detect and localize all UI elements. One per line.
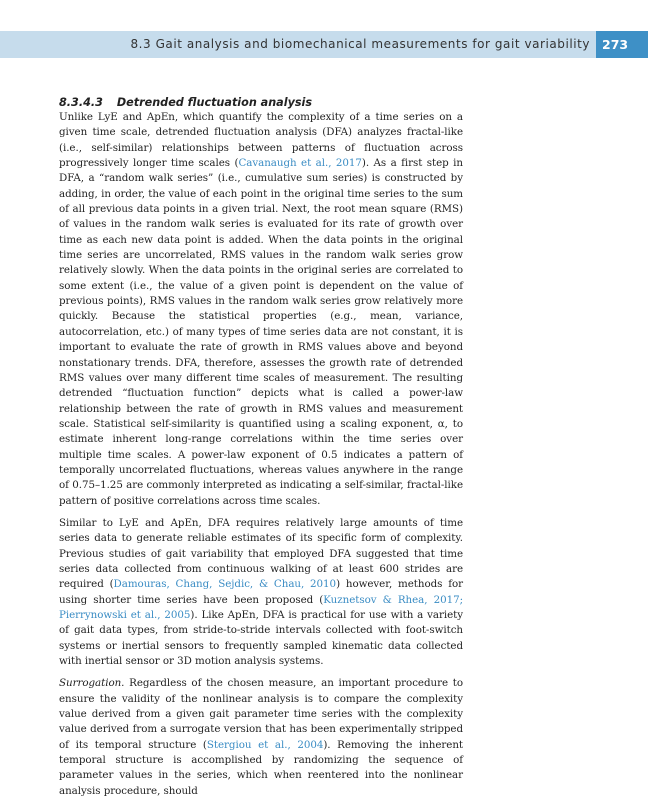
section-number: 8.3.4.3 [59,96,103,109]
citation-link[interactable]: Cavanaugh et al., 2017 [238,157,362,170]
paragraph-dfa-data-requirements [59,516,463,669]
paragraph-dfa-intro [59,110,463,509]
paragraph-text: ). Like ApEn, DFA is practical for use with a variety of gait data types, from stride-to-stride intervals collected with foot-switch systems or inertial sensors to frequently sampled kinematic data collected with inertial sensor or 3D motion analysis systems. [59,609,463,668]
paragraph-text: ) however, methods for using shorter time series have been proposed ( [59,578,463,606]
paragraph-text: Regardless of the chosen measure, an important procedure to ensure the validity of the nonlinear analysis is to compare the complexity value derived from a given gait parameter time series with the complexity value derived from a surrogate version that has been experimentally stripped of its temporal structure ( [59,677,463,751]
paragraph-text: ). As a first step in DFA, a “random walk series” (i.e., cumulative sum series) is constructed by adding, in order, the value of each point in the original time series to the sum of all previous data points in a given trial. Next, the root mean square (RMS) of values in the random walk series is evaluated for its rate of growth over time as each new data point is added. When the data points in the original time series are uncorrelated, RMS values in the random walk series grow relatively slowly. When the data points in the original series are correlated to some extent (i.e., the value of a given point is dependent on the value of previous points), RMS values in the random walk series grow relatively more quickly. Because the statistical properties (e.g., mean, variance, autocorrelation, etc.) of many types of time series data are not constant, it is important to evaluate the rate of growth in RMS values above and beyond nonstationary trends. DFA, therefore, assesses the growth rate of detrended RMS values over many different time scales of measurement. The resulting detrended “fluctuation function” depicts what is called a power-law relationship between the rate of growth in RMS values and measurement scale. Statistical self-similarity is quantified using a scaling exponent, α, to estimate inherent long-range correlations within the time series over multiple time scales. A power-law exponent of 0.5 indicates a pattern of temporally uncorrelated fluctuations, whereas values anywhere in the range of 0.75–1.25 are commonly interpreted as indicating a self-similar, fractal-like pattern of positive correlations across time scales. [59,157,463,507]
section-heading [59,96,463,110]
paragraph-text: Unlike LyE and ApEn, which quantify the complexity of a time series on a given time scale, detrended fluctuation analysis (DFA) analyzes fractal-like (i.e., self-similar) relationships between patterns of fluctuation across progressively longer time scales ( [59,111,463,170]
paragraph-surrogation [59,676,463,799]
section-title: Detrended fluctuation analysis [116,96,313,109]
page-body [59,96,463,799]
citation-link[interactable]: Damouras, Chang, Sejdic, & Chau, 2010 [113,578,337,591]
paragraph-text: Similar to LyE and ApEn, DFA requires relatively large amounts of time series data to generate reliable estimates of its specific form of complexity. Previous studies of gait variability that employed DFA suggested that time series data collected from continuous walking of at least 600 strides are required ( [59,516,463,591]
citation-link[interactable]: Kuznetsov & Rhea, 2017; Pierrynowski et al., 2005 [59,593,463,621]
paragraph-text: ). Removing the inherent temporal structure is accomplished by randomizing the sequence of parameter values in the series, which when reentered into the nonlinear analysis procedure, should [59,738,463,797]
page-number: 273 [596,31,648,58]
running-head-title: 8.3 Gait analysis and biomechanical measurements for gait variability [130,37,590,51]
run-in-heading: Surrogation. [59,677,125,690]
running-head [0,31,648,58]
citation-link[interactable]: Stergiou et al., 2004 [206,738,324,751]
